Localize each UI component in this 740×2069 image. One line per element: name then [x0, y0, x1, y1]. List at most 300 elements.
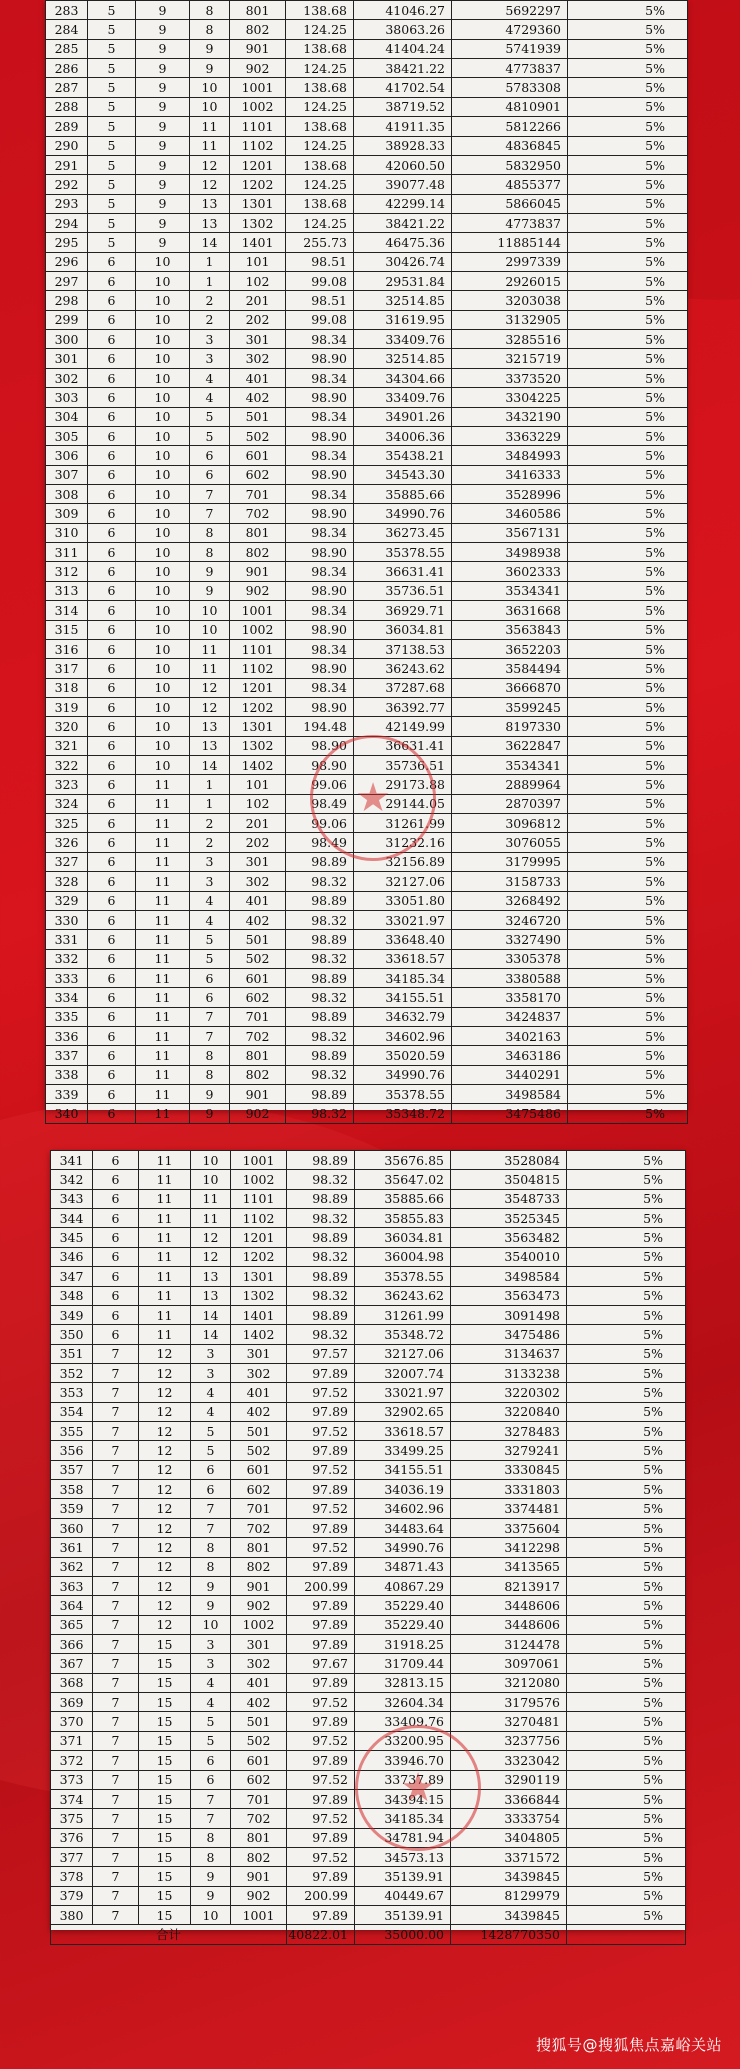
row-index-cell: 361	[51, 1538, 93, 1557]
unit-floor-cell: 12	[139, 1383, 191, 1402]
discount-cell: 5%	[567, 1770, 686, 1789]
area-cell: 98.34	[286, 678, 354, 697]
discount-cell: 5%	[568, 620, 688, 639]
floor-cell: 13	[190, 717, 230, 736]
total-price-cell: 3279241	[451, 1441, 567, 1460]
discount-cell: 5%	[568, 194, 688, 213]
area-cell: 98.90	[286, 659, 354, 678]
building-cell: 6	[93, 1325, 139, 1344]
total-price-cell: 2870397	[452, 794, 568, 813]
discount-cell: 5%	[567, 1557, 686, 1576]
watermark-footer: 搜狐号@搜狐焦点嘉峪关站	[535, 2036, 722, 2054]
table-row	[46, 291, 688, 310]
unit-price-cell: 34632.79	[354, 1007, 452, 1026]
room-number-cell: 601	[230, 968, 286, 987]
area-cell: 98.89	[286, 1007, 354, 1026]
floor-cell: 3	[191, 1344, 231, 1363]
room-number-cell: 702	[230, 504, 286, 523]
table-row	[51, 1712, 686, 1731]
building-cell: 6	[88, 407, 136, 426]
table-row	[46, 620, 688, 639]
floor-cell: 14	[190, 756, 230, 775]
discount-cell: 5%	[568, 581, 688, 600]
building-cell: 7	[93, 1518, 139, 1537]
area-cell: 98.32	[287, 1170, 355, 1189]
room-number-cell: 1301	[230, 717, 286, 736]
room-number-cell: 901	[230, 1085, 286, 1104]
table-row	[46, 59, 688, 78]
total-price-cell: 3246720	[452, 910, 568, 929]
total-price-cell: 3270481	[451, 1712, 567, 1731]
unit-floor-cell: 10	[136, 252, 190, 271]
unit-price-cell: 33618.57	[354, 949, 452, 968]
row-index-cell: 298	[46, 291, 88, 310]
room-number-cell: 1001	[230, 78, 286, 97]
unit-floor-cell: 15	[139, 1906, 191, 1925]
table-row	[51, 1693, 686, 1712]
total-price-cell: 3124478	[451, 1634, 567, 1653]
unit-floor-cell: 9	[136, 1, 190, 20]
area-cell: 98.90	[286, 426, 354, 445]
unit-floor-cell: 12	[139, 1402, 191, 1421]
floor-cell: 2	[190, 291, 230, 310]
total-price-cell: 3504815	[451, 1170, 567, 1189]
room-number-cell: 901	[230, 562, 286, 581]
unit-price-cell: 34155.51	[354, 988, 452, 1007]
floor-cell: 5	[191, 1712, 231, 1731]
room-number-cell: 902	[230, 1104, 286, 1123]
unit-floor-cell: 11	[136, 988, 190, 1007]
row-index-cell: 354	[51, 1402, 93, 1421]
unit-floor-cell: 10	[136, 504, 190, 523]
table-row	[51, 1751, 686, 1770]
table-row	[51, 1363, 686, 1382]
row-index-cell: 300	[46, 330, 88, 349]
total-price-cell: 3548733	[451, 1189, 567, 1208]
area-cell: 98.90	[286, 756, 354, 775]
floor-cell: 2	[190, 310, 230, 329]
building-cell: 5	[88, 194, 136, 213]
room-number-cell: 1101	[231, 1189, 287, 1208]
row-index-cell: 305	[46, 426, 88, 445]
discount-cell: 5%	[568, 484, 688, 503]
unit-price-cell: 34990.76	[355, 1538, 451, 1557]
building-cell: 7	[93, 1751, 139, 1770]
floor-cell: 9	[190, 1085, 230, 1104]
room-number-cell: 601	[231, 1460, 287, 1479]
room-number-cell: 401	[231, 1673, 287, 1692]
total-price-cell: 3602333	[452, 562, 568, 581]
unit-floor-cell: 10	[136, 330, 190, 349]
table-row	[46, 659, 688, 678]
total-price-cell: 3285516	[452, 330, 568, 349]
building-cell: 6	[88, 872, 136, 891]
room-number-cell: 1002	[231, 1170, 287, 1189]
discount-cell: 5%	[567, 1828, 686, 1847]
table-row	[46, 194, 688, 213]
floor-cell: 3	[191, 1634, 231, 1653]
table-row	[46, 388, 688, 407]
discount-cell: 5%	[567, 1325, 686, 1344]
discount-cell: 5%	[567, 1673, 686, 1692]
floor-cell: 4	[191, 1673, 231, 1692]
room-number-cell: 1202	[231, 1247, 287, 1266]
row-index-cell: 303	[46, 388, 88, 407]
unit-floor-cell: 11	[139, 1189, 191, 1208]
unit-floor-cell: 11	[136, 1027, 190, 1046]
row-index-cell: 336	[46, 1027, 88, 1046]
area-cell: 98.90	[286, 581, 354, 600]
unit-price-cell: 36004.98	[355, 1247, 451, 1266]
floor-cell: 6	[191, 1751, 231, 1770]
table-row	[46, 349, 688, 368]
row-index-cell: 369	[51, 1693, 93, 1712]
area-cell: 97.52	[287, 1460, 355, 1479]
unit-floor-cell: 11	[136, 1085, 190, 1104]
area-cell: 97.52	[287, 1731, 355, 1750]
unit-price-cell: 36929.71	[354, 601, 452, 620]
unit-price-cell: 31619.95	[354, 310, 452, 329]
total-row	[51, 1925, 686, 1944]
area-cell: 97.52	[287, 1499, 355, 1518]
building-cell: 7	[93, 1886, 139, 1905]
table-row	[51, 1828, 686, 1847]
area-cell: 98.89	[287, 1305, 355, 1324]
unit-floor-cell: 11	[139, 1247, 191, 1266]
floor-cell: 10	[190, 78, 230, 97]
table-row	[51, 1267, 686, 1286]
unit-floor-cell: 10	[136, 697, 190, 716]
unit-floor-cell: 11	[139, 1209, 191, 1228]
total-price-cell: 4855377	[452, 175, 568, 194]
unit-floor-cell: 12	[139, 1460, 191, 1479]
floor-cell: 6	[190, 968, 230, 987]
row-index-cell: 327	[46, 852, 88, 871]
row-index-cell: 299	[46, 310, 88, 329]
unit-price-cell: 38421.22	[354, 59, 452, 78]
floor-cell: 12	[191, 1247, 231, 1266]
unit-floor-cell: 15	[139, 1789, 191, 1808]
unit-price-cell: 32604.34	[355, 1693, 451, 1712]
unit-floor-cell: 10	[136, 659, 190, 678]
row-index-cell: 311	[46, 543, 88, 562]
area-cell: 98.34	[286, 446, 354, 465]
area-cell: 97.89	[287, 1402, 355, 1421]
discount-cell: 5%	[567, 1654, 686, 1673]
row-index-cell: 339	[46, 1085, 88, 1104]
row-index-cell: 328	[46, 872, 88, 891]
unit-price-cell: 38719.52	[354, 97, 452, 116]
room-number-cell: 702	[230, 1027, 286, 1046]
row-index-cell: 376	[51, 1828, 93, 1847]
building-cell: 6	[88, 659, 136, 678]
discount-cell: 5%	[568, 465, 688, 484]
room-number-cell: 801	[231, 1828, 287, 1847]
unit-floor-cell: 10	[136, 484, 190, 503]
row-index-cell: 330	[46, 910, 88, 929]
room-number-cell: 1002	[230, 620, 286, 639]
total-price-cell: 3305378	[452, 949, 568, 968]
floor-cell: 10	[191, 1615, 231, 1634]
table-row	[46, 678, 688, 697]
unit-price-cell: 32127.06	[354, 872, 452, 891]
total-price-cell: 3622847	[452, 736, 568, 755]
building-cell: 7	[93, 1809, 139, 1828]
building-cell: 6	[88, 949, 136, 968]
unit-price-cell: 37138.53	[354, 639, 452, 658]
room-number-cell: 502	[230, 949, 286, 968]
floor-cell: 9	[190, 1104, 230, 1123]
area-cell: 138.68	[286, 39, 354, 58]
area-cell: 99.06	[286, 775, 354, 794]
building-cell: 5	[88, 97, 136, 116]
unit-price-cell: 34901.26	[354, 407, 452, 426]
unit-price-cell: 32813.15	[355, 1673, 451, 1692]
discount-cell: 5%	[568, 910, 688, 929]
total-price-cell: 5812266	[452, 117, 568, 136]
unit-floor-cell: 12	[139, 1344, 191, 1363]
area-cell: 98.34	[286, 639, 354, 658]
discount-cell: 5%	[568, 852, 688, 871]
room-number-cell: 601	[230, 446, 286, 465]
row-index-cell: 378	[51, 1867, 93, 1886]
area-cell: 98.32	[286, 872, 354, 891]
table-row	[46, 175, 688, 194]
table-row	[51, 1228, 686, 1247]
room-number-cell: 901	[231, 1867, 287, 1886]
area-cell: 98.49	[286, 794, 354, 813]
discount-cell: 5%	[567, 1383, 686, 1402]
unit-price-cell: 32514.85	[354, 291, 452, 310]
area-cell: 98.32	[286, 1065, 354, 1084]
area-cell: 98.49	[286, 833, 354, 852]
discount-cell: 5%	[567, 1209, 686, 1228]
room-number-cell: 902	[230, 581, 286, 600]
building-cell: 5	[88, 175, 136, 194]
building-cell: 6	[93, 1209, 139, 1228]
discount-cell: 5%	[567, 1712, 686, 1731]
unit-price-cell: 33051.80	[354, 891, 452, 910]
row-index-cell: 357	[51, 1460, 93, 1479]
room-number-cell: 801	[231, 1538, 287, 1557]
row-index-cell: 317	[46, 659, 88, 678]
area-cell: 98.90	[286, 620, 354, 639]
building-cell: 7	[93, 1847, 139, 1866]
room-number-cell: 701	[230, 484, 286, 503]
room-number-cell: 402	[231, 1693, 287, 1712]
total-price-cell: 3304225	[452, 388, 568, 407]
unit-floor-cell: 10	[136, 717, 190, 736]
unit-floor-cell: 11	[136, 1007, 190, 1026]
area-cell: 97.89	[287, 1634, 355, 1653]
table-row	[46, 814, 688, 833]
unit-floor-cell: 10	[136, 639, 190, 658]
floor-cell: 14	[190, 233, 230, 252]
building-cell: 6	[88, 252, 136, 271]
total-price-cell: 3563473	[451, 1286, 567, 1305]
building-cell: 6	[88, 504, 136, 523]
building-cell: 5	[88, 59, 136, 78]
row-index-cell: 340	[46, 1104, 88, 1123]
unit-price-cell: 42149.99	[354, 717, 452, 736]
total-price-cell: 3096812	[452, 814, 568, 833]
discount-cell: 5%	[568, 349, 688, 368]
area-cell: 138.68	[286, 155, 354, 174]
price-list-sheet-1	[45, 0, 687, 1122]
unit-price-cell: 36034.81	[354, 620, 452, 639]
table-row	[51, 1538, 686, 1557]
unit-price-cell: 35020.59	[354, 1046, 452, 1065]
unit-price-cell: 34304.66	[354, 368, 452, 387]
unit-price-cell: 33737.89	[355, 1770, 451, 1789]
room-number-cell: 402	[230, 910, 286, 929]
unit-floor-cell: 15	[139, 1693, 191, 1712]
building-cell: 6	[93, 1228, 139, 1247]
unit-price-cell: 35855.83	[355, 1209, 451, 1228]
room-number-cell: 401	[230, 891, 286, 910]
area-cell: 98.32	[286, 1027, 354, 1046]
building-cell: 6	[88, 717, 136, 736]
floor-cell: 7	[191, 1789, 231, 1808]
floor-cell: 11	[191, 1189, 231, 1208]
row-index-cell: 332	[46, 949, 88, 968]
discount-cell: 5%	[568, 814, 688, 833]
discount-cell: 5%	[568, 213, 688, 232]
room-number-cell: 1102	[230, 659, 286, 678]
floor-cell: 6	[190, 465, 230, 484]
row-index-cell: 301	[46, 349, 88, 368]
row-index-cell: 310	[46, 523, 88, 542]
unit-floor-cell: 11	[139, 1325, 191, 1344]
total-price-cell: 3327490	[452, 930, 568, 949]
area-cell: 98.90	[286, 697, 354, 716]
room-number-cell: 1401	[230, 233, 286, 252]
table-row	[51, 1402, 686, 1421]
floor-cell: 9	[191, 1886, 231, 1905]
total-price-cell: 3439845	[451, 1867, 567, 1886]
discount-cell: 5%	[568, 639, 688, 658]
total-price-cell: 5832950	[452, 155, 568, 174]
discount-cell: 5%	[568, 659, 688, 678]
total-price-cell: 3212080	[451, 1673, 567, 1692]
floor-cell: 5	[191, 1422, 231, 1441]
discount-cell: 5%	[568, 78, 688, 97]
unit-floor-cell: 15	[139, 1712, 191, 1731]
discount-cell: 5%	[568, 1085, 688, 1104]
room-number-cell: 301	[231, 1344, 287, 1363]
total-price-cell: 2889964	[452, 775, 568, 794]
table-row	[46, 891, 688, 910]
building-cell: 7	[93, 1480, 139, 1499]
unit-floor-cell: 15	[139, 1654, 191, 1673]
unit-floor-cell: 10	[136, 446, 190, 465]
total-price-cell: 3498584	[452, 1085, 568, 1104]
floor-cell: 7	[190, 1007, 230, 1026]
area-cell: 138.68	[286, 78, 354, 97]
total-price-cell: 3567131	[452, 523, 568, 542]
unit-price-cell: 35139.91	[355, 1906, 451, 1925]
room-number-cell: 1201	[231, 1228, 287, 1247]
table-body	[51, 1151, 686, 1925]
unit-price-cell: 34036.19	[355, 1480, 451, 1499]
building-cell: 6	[88, 484, 136, 503]
total-price-cell: 3424837	[452, 1007, 568, 1026]
discount-cell: 5%	[568, 97, 688, 116]
unit-price-cell: 33021.97	[355, 1383, 451, 1402]
row-index-cell: 316	[46, 639, 88, 658]
unit-floor-cell: 11	[136, 814, 190, 833]
room-number-cell: 501	[231, 1422, 287, 1441]
floor-cell: 10	[190, 620, 230, 639]
unit-price-cell: 29173.88	[354, 775, 452, 794]
building-cell: 6	[88, 1027, 136, 1046]
unit-price-cell: 38063.26	[354, 20, 452, 39]
discount-cell: 5%	[568, 1104, 688, 1123]
discount-cell: 5%	[567, 1538, 686, 1557]
room-number-cell: 401	[230, 368, 286, 387]
room-number-cell: 401	[231, 1383, 287, 1402]
building-cell: 6	[88, 272, 136, 291]
total-price-cell: 3373520	[452, 368, 568, 387]
area-cell: 98.32	[286, 1104, 354, 1123]
row-index-cell: 291	[46, 155, 88, 174]
discount-cell: 5%	[568, 426, 688, 445]
area-cell: 124.25	[286, 59, 354, 78]
table-row	[51, 1596, 686, 1615]
table-row	[46, 794, 688, 813]
total-price-cell: 3333754	[451, 1809, 567, 1828]
room-number-cell: 101	[230, 252, 286, 271]
discount-cell: 5%	[567, 1480, 686, 1499]
building-cell: 6	[88, 988, 136, 1007]
area-cell: 97.89	[287, 1480, 355, 1499]
table-row	[46, 407, 688, 426]
area-cell: 97.89	[287, 1596, 355, 1615]
table-row	[46, 330, 688, 349]
room-number-cell: 501	[231, 1712, 287, 1731]
total-avg-price: 35000.00	[355, 1925, 451, 1944]
unit-floor-cell: 11	[139, 1170, 191, 1189]
floor-cell: 8	[191, 1538, 231, 1557]
unit-floor-cell: 15	[139, 1731, 191, 1750]
unit-floor-cell: 10	[136, 562, 190, 581]
building-cell: 6	[93, 1151, 139, 1170]
table-row	[46, 968, 688, 987]
discount-cell: 5%	[568, 1046, 688, 1065]
discount-cell: 5%	[567, 1615, 686, 1634]
room-number-cell: 901	[230, 39, 286, 58]
floor-cell: 13	[191, 1267, 231, 1286]
total-price-cell: 3475486	[452, 1104, 568, 1123]
area-cell: 98.34	[286, 601, 354, 620]
unit-floor-cell: 15	[139, 1751, 191, 1770]
total-price-cell: 3237756	[451, 1731, 567, 1750]
table-row	[46, 252, 688, 271]
discount-cell: 5%	[568, 59, 688, 78]
room-number-cell: 1301	[230, 194, 286, 213]
total-price-cell: 3268492	[452, 891, 568, 910]
floor-cell: 12	[190, 175, 230, 194]
table-row	[46, 1, 688, 20]
room-number-cell: 501	[230, 407, 286, 426]
row-index-cell: 362	[51, 1557, 93, 1576]
area-cell: 98.90	[286, 388, 354, 407]
row-index-cell: 294	[46, 213, 88, 232]
total-price-cell: 3091498	[451, 1305, 567, 1324]
total-price-cell: 3358170	[452, 988, 568, 1007]
area-cell: 98.89	[286, 930, 354, 949]
row-index-cell: 309	[46, 504, 88, 523]
